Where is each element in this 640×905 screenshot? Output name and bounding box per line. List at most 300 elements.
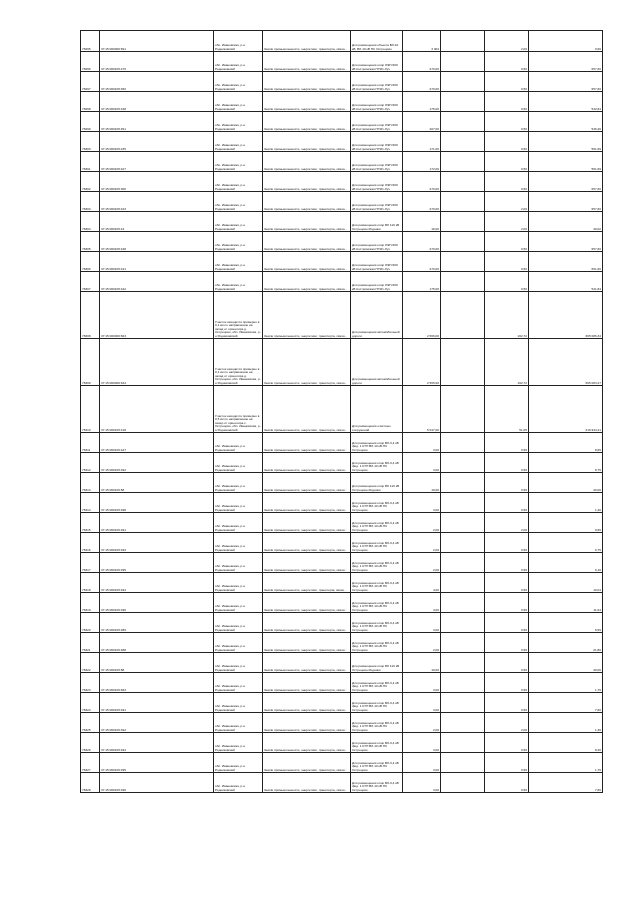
- table-row: [81, 252, 603, 272]
- land-category: Земли промышленности, энергетики, транспорта, связи...: [263, 733, 351, 753]
- table-row: [81, 339, 603, 386]
- area-value: 2,00: [403, 633, 441, 653]
- row-id: 78296: [81, 52, 100, 72]
- cadastral-value: 1,76: [529, 673, 603, 693]
- cadastral-number: 37:15:000105:490: [100, 593, 214, 613]
- row-id: 78298: [81, 92, 100, 112]
- area-value: 2,00: [403, 553, 441, 573]
- location: обл. Ивановская, р-н Родниковский: [214, 132, 263, 152]
- location: обл. Ивановская, р-н Родниковский: [214, 573, 263, 593]
- location: обл. Ивановская, р-н Родниковский: [214, 673, 263, 693]
- area-value: 175,00: [403, 92, 441, 112]
- rate-value: 0,50: [485, 593, 529, 613]
- location: обл. Ивановская, р-н Родниковский: [214, 272, 263, 292]
- permitted-use: Для размещения опор ВЛ-0,4 кВ фид. 1 КТП ВЛ-10 кВ ПС Острецово: [351, 433, 403, 453]
- land-category: Земли промышленности, энергетики, транспорта, связи...: [263, 453, 351, 473]
- land-category: Земли промышленности, энергетики, транспорта, связи...: [263, 52, 351, 72]
- permitted-use: Для размещения очистных сооружений: [351, 386, 403, 433]
- area-value: 3,00: [403, 733, 441, 753]
- empty-cell: [441, 533, 485, 553]
- empty-cell: [441, 232, 485, 252]
- cadastral-value: 1,36: [529, 713, 603, 733]
- rate-value: 0,50: [485, 633, 529, 653]
- row-id: 78324: [81, 693, 100, 713]
- area-value: 270,00: [403, 232, 441, 252]
- rate-value: 0,50: [485, 553, 529, 573]
- row-id: 78295: [81, 31, 100, 52]
- cadastral-number: 37:15:000105:492: [100, 713, 214, 733]
- empty-cell: [441, 493, 485, 513]
- area-value: 3,00: [403, 493, 441, 513]
- cadastral-value: 8,65: [529, 433, 603, 453]
- rate-value: 0,50: [485, 613, 529, 633]
- land-category: Земли промышленности, энергетики, транспорта, связи...: [263, 172, 351, 192]
- permitted-use: Для размещения опор ЛЭП-500 кВ Костромская ГРЭС-Луч: [351, 172, 403, 192]
- permitted-use: Для размещения опор ЛЭП-500 кВ Костромская ГРЭС-Луч: [351, 92, 403, 112]
- land-category: Земли промышленности, энергетики, транспорта, связи...: [263, 473, 351, 493]
- table-row: [81, 693, 603, 713]
- cadastral-value: 657,60: [529, 72, 603, 92]
- table-row: [81, 533, 603, 553]
- area-value: 2,00: [403, 713, 441, 733]
- table-row: [81, 152, 603, 172]
- table-body: [81, 31, 603, 793]
- rate-value: 0,50: [485, 433, 529, 453]
- empty-cell: [441, 292, 485, 339]
- rate-value: 0,50: [485, 72, 529, 92]
- row-id: 78328: [81, 773, 100, 793]
- table-row: [81, 433, 603, 453]
- rate-value: 0,50: [485, 493, 529, 513]
- cadastral-number: 37:15:000105:494: [100, 733, 214, 753]
- permitted-use: Для размещения опор ЛЭП-500 кВ Костромская ГРЭС-Луч: [351, 72, 403, 92]
- empty-cell: [441, 553, 485, 573]
- permitted-use: Для размещения автомобильной дороги: [351, 339, 403, 386]
- permitted-use: Для размещения опор ВЛ-0,4 кВ фид. 1 КТП ВЛ-10 кВ ПС Острецово: [351, 753, 403, 773]
- cadastral-number: 37:15:000105:663: [100, 673, 214, 693]
- land-category: Земли промышленности, энергетики, транспорта, связи...: [263, 272, 351, 292]
- cadastral-value: 8,40: [529, 733, 603, 753]
- land-category: Земли промышленности, энергетики, транспорта, связи...: [263, 132, 351, 152]
- cadastral-number: 37:15:000105:491: [100, 513, 214, 533]
- area-value: 3,00: [403, 773, 441, 793]
- permitted-use: Для размещения опор ВЛ-0,4 кВ фид. 1 КТП ВЛ-10 кВ ПС Острецово: [351, 573, 403, 593]
- row-id: 78325: [81, 713, 100, 733]
- table-row: [81, 513, 603, 533]
- row-id: 78322: [81, 653, 100, 673]
- empty-cell: [441, 31, 485, 52]
- location: обл. Ивановская, р-н Родниковский: [214, 152, 263, 172]
- cadastral-value: 7,66: [529, 773, 603, 793]
- cadastral-number: 37:15:000000:691: [100, 31, 214, 52]
- rate-value: 2,00: [485, 192, 529, 212]
- empty-cell: [441, 386, 485, 433]
- rate-value: 0,50: [485, 272, 529, 292]
- row-id: 78313: [81, 473, 100, 493]
- cadastral-number: 37:15:000105:442: [100, 272, 214, 292]
- land-category: Земли промышленности, энергетики, транспорта, связи...: [263, 339, 351, 386]
- permitted-use: Для размещения опор ВЛ 110 кВ Острецово-Родники: [351, 212, 403, 232]
- location: обл. Ивановская, р-н Родниковский: [214, 493, 263, 513]
- rate-value: 162,72: [485, 292, 529, 339]
- row-id: 78320: [81, 613, 100, 633]
- empty-cell: [441, 593, 485, 613]
- land-category: Земли промышленности, энергетики, транспорта, связи...: [263, 192, 351, 212]
- table-row: [81, 31, 603, 52]
- land-category: Земли промышленности, энергетики, транспорта, связи...: [263, 673, 351, 693]
- row-id: 78323: [81, 673, 100, 693]
- table-row: [81, 573, 603, 593]
- table-row: [81, 773, 603, 793]
- cadastral-value: 40,06: [529, 653, 603, 673]
- land-category: Земли промышленности, энергетики, транспорта, связи...: [263, 613, 351, 633]
- table-row: [81, 132, 603, 152]
- area-value: 270,00: [403, 192, 441, 212]
- cadastral-number: 37:15:000105:492: [100, 453, 214, 473]
- empty-cell: [441, 72, 485, 92]
- rate-value: 0,50: [485, 473, 529, 493]
- location: обл. Ивановская, р-н Родниковский: [214, 252, 263, 272]
- table-row: [81, 733, 603, 753]
- cadastral-value: 657,60: [529, 52, 603, 72]
- table-row: [81, 713, 603, 733]
- land-category: Земли промышленности, энергетики, транспорта, связи...: [263, 553, 351, 573]
- cadastral-number: 37:15:000105:88: [100, 653, 214, 673]
- permitted-use: Для размещения опор ВЛ-0,4 кВ фид. 1 КТП ВЛ-10 кВ ПС Острецово: [351, 513, 403, 533]
- location: обл. Ивановская, р-н Родниковский: [214, 92, 263, 112]
- area-value: 171,00: [403, 132, 441, 152]
- area-value: 3,00: [403, 693, 441, 713]
- permitted-use: Для размещения опор ВЛ-0,4 кВ фид. 1 КТП ВЛ-10 кВ ПС Острецово: [351, 613, 403, 633]
- cadastral-value: 665 086,34: [529, 292, 603, 339]
- cadastral-value: 49,02: [529, 212, 603, 232]
- area-value: 270,00: [403, 52, 441, 72]
- permitted-use: Для размещения опор ЛЭП-500 кВ Костромская ГРЭС-Луч: [351, 272, 403, 292]
- empty-cell: [441, 713, 485, 733]
- location: Участок находится примерно в 0,5 км по направлению на север от ориентира с. Острецово, обл. Ивановская, р-н Родниковский: [214, 386, 263, 433]
- table-row: [81, 653, 603, 673]
- area-value: 4,00: [403, 573, 441, 593]
- row-id: 78315: [81, 513, 100, 533]
- land-category: Земли промышленности, энергетики, транспорта, связи...: [263, 493, 351, 513]
- area-value: 172,00: [403, 152, 441, 172]
- area-value: 19,00: [403, 653, 441, 673]
- cadastral-number: 37:15:000105:58: [100, 473, 214, 493]
- rate-value: 2,00: [485, 212, 529, 232]
- cadastral-value: 1,46: [529, 493, 603, 513]
- location: обл. Ивановская, р-н Родниковский: [214, 693, 263, 713]
- permitted-use: Для размещения опор ВЛ-0,4 кВ фид. 1 КТП ВЛ-10 кВ ПС Острецово: [351, 493, 403, 513]
- location: обл. Ивановская, р-н Родниковский: [214, 633, 263, 653]
- location: обл. Ивановская, р-н Родниковский: [214, 713, 263, 733]
- area-value: 3,00: [403, 453, 441, 473]
- land-category: Земли промышленности, энергетики, транспорта, связи...: [263, 653, 351, 673]
- permitted-use: Для размещения опор ВЛ-0,4 кВ фид. 1 КТП ВЛ-10 кВ ПС Острецово: [351, 673, 403, 693]
- permitted-use: Для размещения опор ЛЭП-500 кВ Костромская ГРЭС-Луч: [351, 152, 403, 172]
- cadastral-number: 37:15:000105:450: [100, 72, 214, 92]
- empty-cell: [441, 573, 485, 593]
- cadastral-value: 6,75: [529, 533, 603, 553]
- land-category: Земли промышленности, энергетики, транспорта, связи...: [263, 513, 351, 533]
- location: обл. Ивановская, р-н Родниковский: [214, 753, 263, 773]
- table-row: [81, 386, 603, 433]
- cadastral-value: 40,06: [529, 473, 603, 493]
- location: обл. Ивановская, р-н Родниковский: [214, 613, 263, 633]
- cadastral-number: 37:15:000000:663: [100, 292, 214, 339]
- rate-value: 2,00: [485, 713, 529, 733]
- cadastral-value: 551,69: [529, 132, 603, 152]
- empty-cell: [441, 693, 485, 713]
- row-id: 78316: [81, 533, 100, 553]
- row-id: 78301: [81, 152, 100, 172]
- table-row: [81, 52, 603, 72]
- area-value: 5 047,00: [403, 386, 441, 433]
- row-id: 78327: [81, 753, 100, 773]
- area-value: 3,00: [403, 613, 441, 633]
- cadastral-number: 37:15:000105:435: [100, 132, 214, 152]
- cadastral-number: 37:15:000105:447: [100, 433, 214, 453]
- cadastral-number: 37:15:000105:470: [100, 52, 214, 72]
- permitted-use: Для размещения опор ВЛ-0,4 кВ фид. 1 КТП ВЛ-10 кВ ПС Острецово: [351, 533, 403, 553]
- row-id: 78302: [81, 172, 100, 192]
- cadastral-number: 37:15:000105:498: [100, 493, 214, 513]
- cadastral-value: 21,86: [529, 633, 603, 653]
- empty-cell: [441, 653, 485, 673]
- cadastral-number: 37:15:000105:427: [100, 152, 214, 172]
- cadastral-value: 216 934,41: [529, 386, 603, 433]
- row-id: 78309: [81, 339, 100, 386]
- permitted-use: Для размещения опор ВЛ 110 кВ Острецово-Родники: [351, 473, 403, 493]
- land-category: Земли промышленности, энергетики, транспорта, связи...: [263, 633, 351, 653]
- land-category: Земли промышленности, энергетики, транспорта, связи...: [263, 152, 351, 172]
- empty-cell: [441, 212, 485, 232]
- cadastral-value: 6,59: [529, 613, 603, 633]
- row-id: 78310: [81, 386, 100, 433]
- table-row: [81, 192, 603, 212]
- permitted-use: Для размещения опор ЛЭП-500 кВ Костромская ГРЭС-Луч: [351, 232, 403, 252]
- rate-value: 0,50: [485, 132, 529, 152]
- location: обл. Ивановская, р-н Родниковский: [214, 513, 263, 533]
- permitted-use: Для размещения опор ЛЭП-500 кВ Костромская ГРЭС-Луч: [351, 132, 403, 152]
- cadastral-value: 551,69: [529, 152, 603, 172]
- permitted-use: Для размещения опор ВЛ-0,4 кВ фид. 1 КТП ВЛ-10 кВ ПС Острецово: [351, 733, 403, 753]
- cadastral-number: 37:15:000105:491: [100, 693, 214, 713]
- table-row: [81, 212, 603, 232]
- row-id: 78314: [81, 493, 100, 513]
- cadastral-number: 37:15:000105:495: [100, 753, 214, 773]
- cadastral-number: 37:15:000105:418: [100, 386, 214, 433]
- permitted-use: Для размещения опор ВЛ-0,4 кВ фид. 1 КТП ВЛ-10 кВ ПС Острецово: [351, 713, 403, 733]
- cadastral-value: 6,16: [529, 553, 603, 573]
- location: Участок находится примерно в 0,1 км по направлению на запад от ориентира д. Острецово, обл. Ивановская, р-н Родниковский: [214, 292, 263, 339]
- empty-cell: [441, 613, 485, 633]
- cadastral-number: 37:15:000105:493: [100, 533, 214, 553]
- permitted-use: Для размещения опор ЛЭП-500 кВ Костромская ГРЭС-Луч: [351, 112, 403, 132]
- location: обл. Ивановская, р-н Родниковский: [214, 433, 263, 453]
- location: обл. Ивановская, р-н Родниковский: [214, 172, 263, 192]
- permitted-use: Для размещения автомобильной дороги: [351, 292, 403, 339]
- cadastral-value: 541,84: [529, 272, 603, 292]
- empty-cell: [441, 753, 485, 773]
- cadastral-value: 7,60: [529, 693, 603, 713]
- permitted-use: Для размещения опор ВЛ 110 кВ Острецово-Родники: [351, 653, 403, 673]
- cadastral-value: 542,84: [529, 92, 603, 112]
- location: обл. Ивановская, р-н Родниковский: [214, 192, 263, 212]
- table-row: [81, 272, 603, 292]
- empty-cell: [441, 252, 485, 272]
- area-value: 2,00: [403, 513, 441, 533]
- permitted-use: Для размещения опор ЛЭП-500 кВ Костромская ГРЭС-Луч: [351, 52, 403, 72]
- table-row: [81, 292, 603, 339]
- row-id: 78321: [81, 633, 100, 653]
- empty-cell: [441, 152, 485, 172]
- empty-cell: [441, 673, 485, 693]
- table-row: [81, 593, 603, 613]
- row-id: 78326: [81, 733, 100, 753]
- cadastral-number: 37:15:000105:496: [100, 773, 214, 793]
- area-value: 2 565,00: [403, 339, 441, 386]
- land-category: Земли промышленности, энергетики, транспорта, связи...: [263, 292, 351, 339]
- cadastral-value: 651,60: [529, 252, 603, 272]
- cadastral-number: 37:15:000105:488: [100, 633, 214, 653]
- area-value: 207,00: [403, 112, 441, 132]
- rate-value: 0,50: [485, 693, 529, 713]
- cadastral-number: 37:15:000105:495: [100, 553, 214, 573]
- empty-cell: [441, 453, 485, 473]
- table-row: [81, 553, 603, 573]
- cadastral-value: 1,76: [529, 753, 603, 773]
- rate-value: 51,05: [485, 386, 529, 433]
- land-category: Земли промышленности, энергетики, транспорта, связи...: [263, 533, 351, 553]
- row-id: 78297: [81, 72, 100, 92]
- empty-cell: [441, 172, 485, 192]
- cadastral-value: 10,04: [529, 573, 603, 593]
- location: обл. Ивановская, р-н Родниковский: [214, 553, 263, 573]
- row-id: 78299: [81, 112, 100, 132]
- permitted-use: Для размещения опор ВЛ-0,4 кВ фид. 1 КТП ВЛ-10 кВ ПС Острецово: [351, 693, 403, 713]
- cadastral-number: 37:15:000105:44: [100, 212, 214, 232]
- permitted-use: Для размещения опор ЛЭП-500 кВ Костромская ГРЭС-Луч: [351, 252, 403, 272]
- location: обл. Ивановская, р-н Родниковский: [214, 733, 263, 753]
- row-id: 78300: [81, 132, 100, 152]
- area-value: 19,00: [403, 473, 441, 493]
- empty-cell: [441, 773, 485, 793]
- rate-value: 0,50: [485, 673, 529, 693]
- row-id: 78318: [81, 573, 100, 593]
- cadastral-value: 657,60: [529, 192, 603, 212]
- row-id: 78317: [81, 553, 100, 573]
- location: обл. Ивановская, р-н Родниковский: [214, 52, 263, 72]
- rate-value: 0,50: [485, 92, 529, 112]
- row-id: 78312: [81, 453, 100, 473]
- rate-value: 0,50: [485, 232, 529, 252]
- location: обл. Ивановская, р-н Родниковский: [214, 453, 263, 473]
- permitted-use: Для размещения опор ВЛ-0,4 кВ фид. 1 КТП ВЛ-10 кВ ПС Острецово: [351, 553, 403, 573]
- land-category: Земли промышленности, энергетики, транспорта, связи...: [263, 232, 351, 252]
- table-row: [81, 613, 603, 633]
- cadastral-value: 9,66: [529, 513, 603, 533]
- rate-value: 0,50: [485, 573, 529, 593]
- rate-value: 0,50: [485, 172, 529, 192]
- land-category: Земли промышленности, энергетики, транспорта, связи...: [263, 773, 351, 793]
- location: обл. Ивановская, р-н Родниковский: [214, 112, 263, 132]
- table-row: [81, 753, 603, 773]
- area-value: 4,00: [403, 593, 441, 613]
- permitted-use: Для размещения опор ЛЭП-500 кВ Костромская ГРЭС-Луч: [351, 192, 403, 212]
- cadastral-value: 8,75: [529, 453, 603, 473]
- cadastral-value: 657,60: [529, 232, 603, 252]
- location: обл. Ивановская, р-н Родниковский: [214, 473, 263, 493]
- area-value: 3,00: [403, 433, 441, 453]
- table-row: [81, 453, 603, 473]
- location: обл. Ивановская, р-н Родниковский: [214, 533, 263, 553]
- cadastral-number: 37:15:000105:441: [100, 252, 214, 272]
- empty-cell: [441, 733, 485, 753]
- permitted-use: Для размещения опор ВЛ-0,4 кВ фид. 1 КТП ВЛ-10 кВ ПС Острецово: [351, 593, 403, 613]
- table-row: [81, 72, 603, 92]
- rate-value: 0,50: [485, 112, 529, 132]
- land-category: Земли промышленности, энергетики, транспорта, связи...: [263, 92, 351, 112]
- land-category: Земли промышленности, энергетики, транспорта, связи...: [263, 713, 351, 733]
- row-id: 78319: [81, 593, 100, 613]
- rate-value: 162,72: [485, 339, 529, 386]
- cadastral-value: 665 083,27: [529, 339, 603, 386]
- cadastral-value: 11,64: [529, 593, 603, 613]
- rate-value: 0,50: [485, 653, 529, 673]
- location: обл. Ивановская, р-н Родниковский: [214, 653, 263, 673]
- rate-value: 0,50: [485, 533, 529, 553]
- permitted-use: Для размещения опор ВЛ-0,4 кВ фид. 1 КТП ВЛ-10 кВ ПС Острецово: [351, 453, 403, 473]
- area-value: 3,00: [403, 673, 441, 693]
- rate-value: 0,50: [485, 753, 529, 773]
- land-category: Земли промышленности, энергетики, транспорta, связи...: [263, 573, 351, 593]
- table-row: [81, 673, 603, 693]
- empty-cell: [441, 92, 485, 112]
- area-value: 270,00: [403, 252, 441, 272]
- rate-value: 0,50: [485, 773, 529, 793]
- cadastral-number: 37:15:000105:300: [100, 172, 214, 192]
- permitted-use: Для размещения объекта ВЛ-10 кВ, ВЛ-10 кВ ПС Острецово: [351, 31, 403, 52]
- land-category: Земли промышленности, энергетики, транспорта, связи...: [263, 212, 351, 232]
- row-id: 78303: [81, 192, 100, 212]
- location: обл. Ивановская, р-н Родниковский: [214, 31, 263, 52]
- empty-cell: [441, 132, 485, 152]
- empty-cell: [441, 513, 485, 533]
- empty-cell: [441, 112, 485, 132]
- table-row: [81, 92, 603, 112]
- location: обл. Ивановская, р-н Родниковский: [214, 212, 263, 232]
- rate-value: 0,50: [485, 733, 529, 753]
- rate-value: 0,50: [485, 152, 529, 172]
- empty-cell: [441, 633, 485, 653]
- rate-value: 2,00: [485, 513, 529, 533]
- land-category: Земли промышленности, энергетики, транспорта, связи...: [263, 386, 351, 433]
- cadastral-table: [80, 30, 603, 793]
- land-category: Земли промышленности, энергетики, транспорта, связи...: [263, 31, 351, 52]
- area-value: 3 304: [403, 31, 441, 52]
- cadastral-number: 37:15:000105:448: [100, 92, 214, 112]
- location: обл. Ивановская, р-н Родниковский: [214, 773, 263, 793]
- area-value: 2 566,00: [403, 292, 441, 339]
- land-category: Земли промышленности, энергетики, транспорта, связи...: [263, 593, 351, 613]
- cadastral-number: 37:15:000105:494: [100, 573, 214, 593]
- row-id: 78305: [81, 232, 100, 252]
- rate-value: 0,50: [485, 453, 529, 473]
- table-row: [81, 112, 603, 132]
- cadastral-number: 37:15:000105:489: [100, 613, 214, 633]
- table-row: [81, 633, 603, 653]
- table-row: [81, 473, 603, 493]
